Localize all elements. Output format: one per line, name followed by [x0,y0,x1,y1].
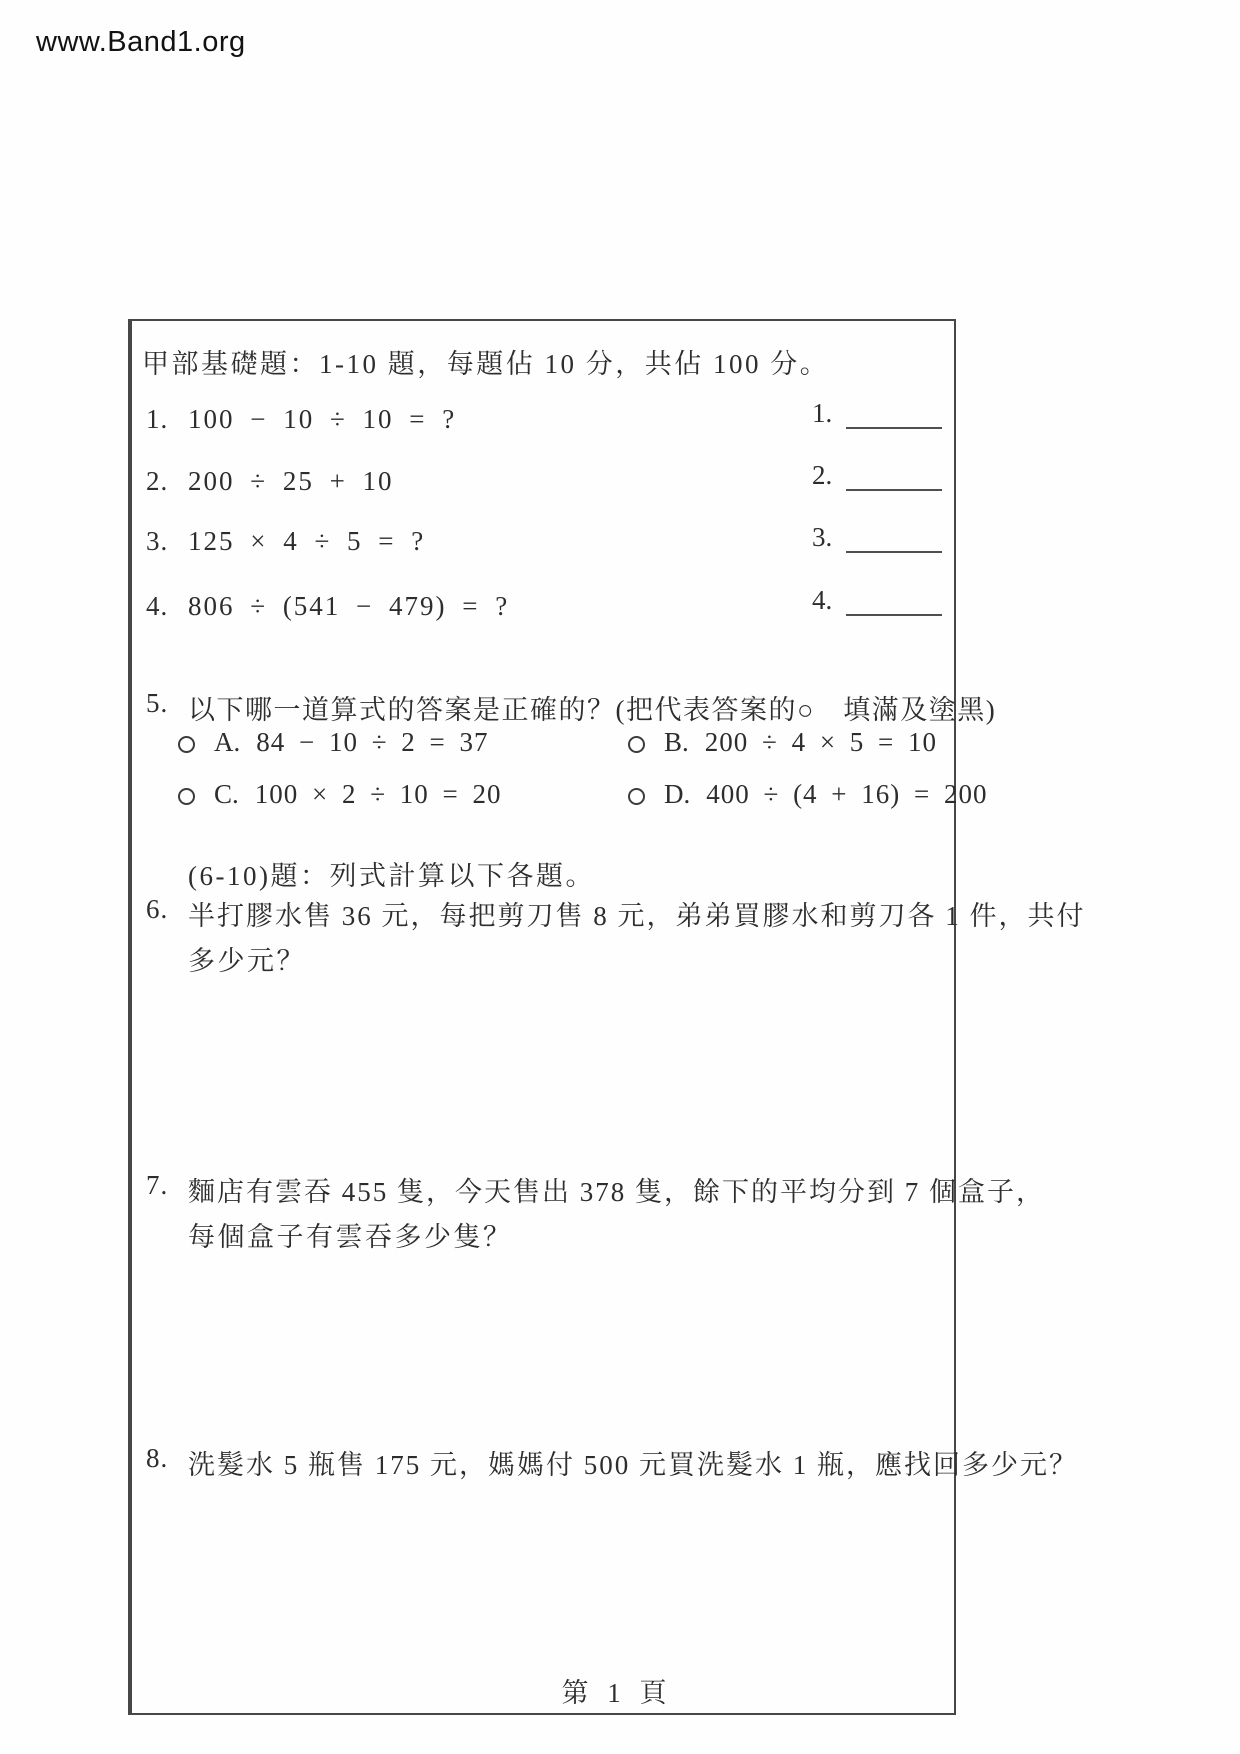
question-8-line1: 洗髮水 5 瓶售 175 元，媽媽付 500 元買洗髮水 1 瓶，應找回多少元？ [188,1450,1078,1480]
answer-slot-4 [812,584,942,616]
option-d-expression: 400 ÷ (4 + 16) = 200 [706,779,988,809]
answer-slot-2 [812,459,942,491]
option-a [178,727,489,758]
answer-3-blank-line [846,521,942,553]
option-d-label: D. [664,779,691,809]
answer-bubble-b-icon [628,736,645,753]
question-7-number: 7. [146,1170,169,1200]
answer-4-blank-line [846,584,942,616]
question-1-number: 1. [146,404,169,434]
option-b-expression: 200 ÷ 4 × 5 = 10 [704,727,938,757]
answer-3-number: 3. [812,522,833,552]
option-b [628,727,937,758]
question-8-number: 8. [146,1443,169,1473]
option-b-label: B. [664,727,689,757]
page-number-footer: 第 1 頁 [561,1678,673,1708]
answer-bubble-c-icon [178,788,195,805]
question-1-expression: 100 − 10 ÷ 10 = ? [188,404,457,434]
question-6-line1: 半打膠水售 36 元，每把剪刀售 8 元，弟弟買膠水和剪刀各 1 件，共付 [188,901,1086,931]
question-4-number: 4. [146,591,169,621]
answer-slot-3 [812,521,942,553]
answer-1-number: 1. [812,398,833,428]
answer-2-number: 2. [812,460,833,490]
question-3-expression: 125 × 4 ÷ 5 = ? [188,526,426,556]
option-a-expression: 84 − 10 ÷ 2 = 37 [256,727,489,757]
answer-4-number: 4. [812,585,833,615]
answer-slot-1 [812,397,942,429]
question-5-text: 以下哪一道算式的答案是正確的？(把代表答案的○ 填滿及塗黑) [188,695,997,725]
watermark-url: www.Band1.org [36,26,246,58]
question-4-expression: 806 ÷ (541 − 479) = ? [188,591,510,621]
answer-bubble-a-icon [178,736,195,753]
option-a-label: A. [214,727,241,757]
answer-1-blank-line [846,397,942,429]
question-5-number: 5. [146,688,169,718]
option-d [628,779,988,810]
section-a-header: 甲部基礎題：1-10 題，每題佔 10 分，共佔 100 分。 [142,349,830,379]
question-7-line2: 每個盒子有雲吞多少隻？ [188,1222,513,1252]
exam-paper-border [128,319,1086,1715]
question-2-expression: 200 ÷ 25 + 10 [188,466,394,496]
question-7-line1: 麵店有雲吞 455 隻，今天售出 378 隻，餘下的平均分到 7 個盒子， [188,1177,1045,1207]
question-6-line2: 多少元？ [188,946,306,976]
option-c-expression: 100 × 2 ÷ 10 = 20 [254,779,502,809]
question-6-number: 6. [146,894,169,924]
answer-2-blank-line [846,459,942,491]
answer-bubble-d-icon [628,788,645,805]
question-3-number: 3. [146,526,169,556]
question-2-number: 2. [146,466,169,496]
option-c [178,779,502,810]
option-c-label: C. [214,779,239,809]
section-6-10-instruction: (6-10)題：列式計算以下各題。 [188,861,595,891]
